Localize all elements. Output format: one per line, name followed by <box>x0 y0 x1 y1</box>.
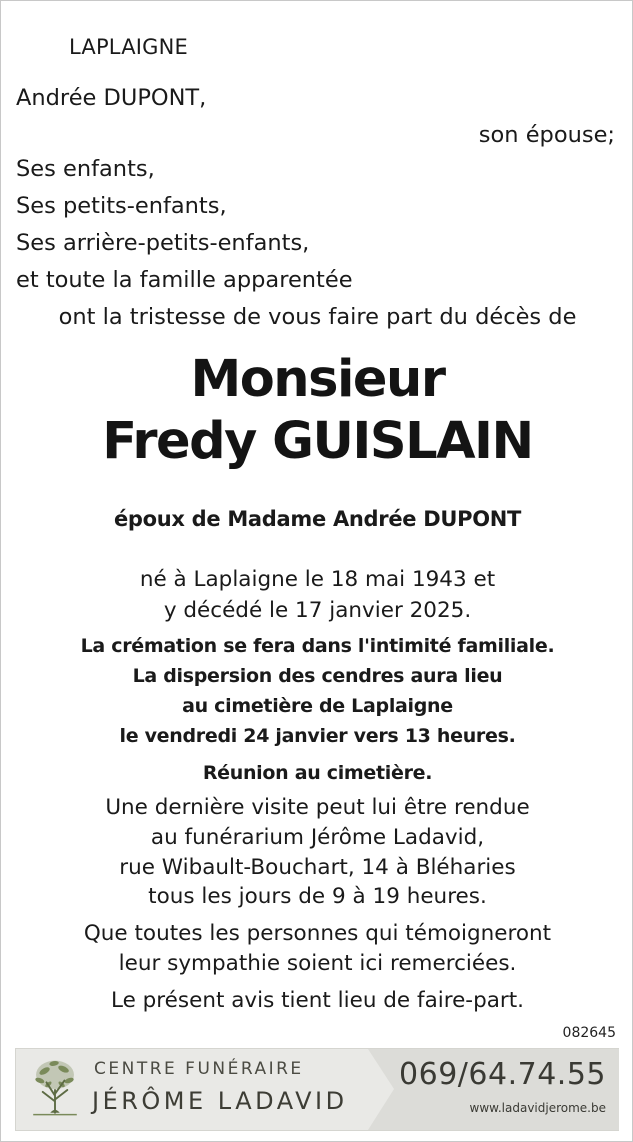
family-relatives: et toute la famille apparentée <box>16 267 353 293</box>
family-children: Ses enfants, <box>16 156 155 182</box>
place-heading: LAPLAIGNE <box>69 35 189 59</box>
deceased-name: Fredy GUISLAIN <box>102 412 533 471</box>
visit-line: rue Wibault-Bouchart, 14 à Bléharies <box>119 855 516 880</box>
ceremony-gathering: Réunion au cimetière. <box>202 762 433 784</box>
ceremony-line: au cimetière de Laplaigne <box>182 695 453 717</box>
family-great-grandchildren: Ses arrière-petits-enfants, <box>16 230 310 256</box>
olive-tree-icon <box>26 1054 84 1126</box>
closing-line: leur sympathie soient ici remerciées. <box>118 951 517 976</box>
visit-line: au funérarium Jérôme Ladavid, <box>150 825 485 850</box>
deceased-name-block <box>1 349 633 473</box>
spouse-name: Andrée DUPONT, <box>16 85 207 111</box>
closing-line: Que toutes les personnes qui témoigneront <box>83 921 552 946</box>
closing-line: Le présent avis tient lieu de faire-part. <box>111 988 524 1013</box>
family-grandchildren: Ses petits-enfants, <box>16 193 227 219</box>
website-link[interactable]: www.ladavidjerome.be <box>469 1101 606 1115</box>
funeral-home-banner <box>15 1048 619 1131</box>
ceremony-line: La dispersion des cendres aura lieu <box>132 665 503 687</box>
announcement-text: ont la tristesse de vous faire part du décès de <box>58 304 577 330</box>
visit-line: tous les jours de 9 à 19 heures. <box>148 884 487 909</box>
brand-line-1: CENTRE FUNÉRAIRE <box>94 1059 304 1079</box>
deceased-title: Monsieur <box>190 350 445 409</box>
banner-divider <box>346 1049 406 1130</box>
visit-line: Une dernière visite peut lui être rendue <box>105 795 530 820</box>
brand-line-2: JÉRÔME LADAVID <box>92 1087 348 1115</box>
birth-line: né à Laplaigne le 18 mai 1943 et <box>139 567 496 592</box>
phone-number: 069/64.74.55 <box>399 1057 606 1092</box>
ceremony-line: le vendredi 24 janvier vers 13 heures. <box>119 725 516 747</box>
death-line: y décédé le 17 janvier 2025. <box>163 598 472 623</box>
deceased-spouse: époux de Madame Andrée DUPONT <box>113 507 522 531</box>
ceremony-line: La crémation se fera dans l'intimité familiale. <box>80 635 555 657</box>
reference-number: 082645 <box>562 1025 616 1041</box>
spouse-role: son épouse; <box>478 122 615 148</box>
